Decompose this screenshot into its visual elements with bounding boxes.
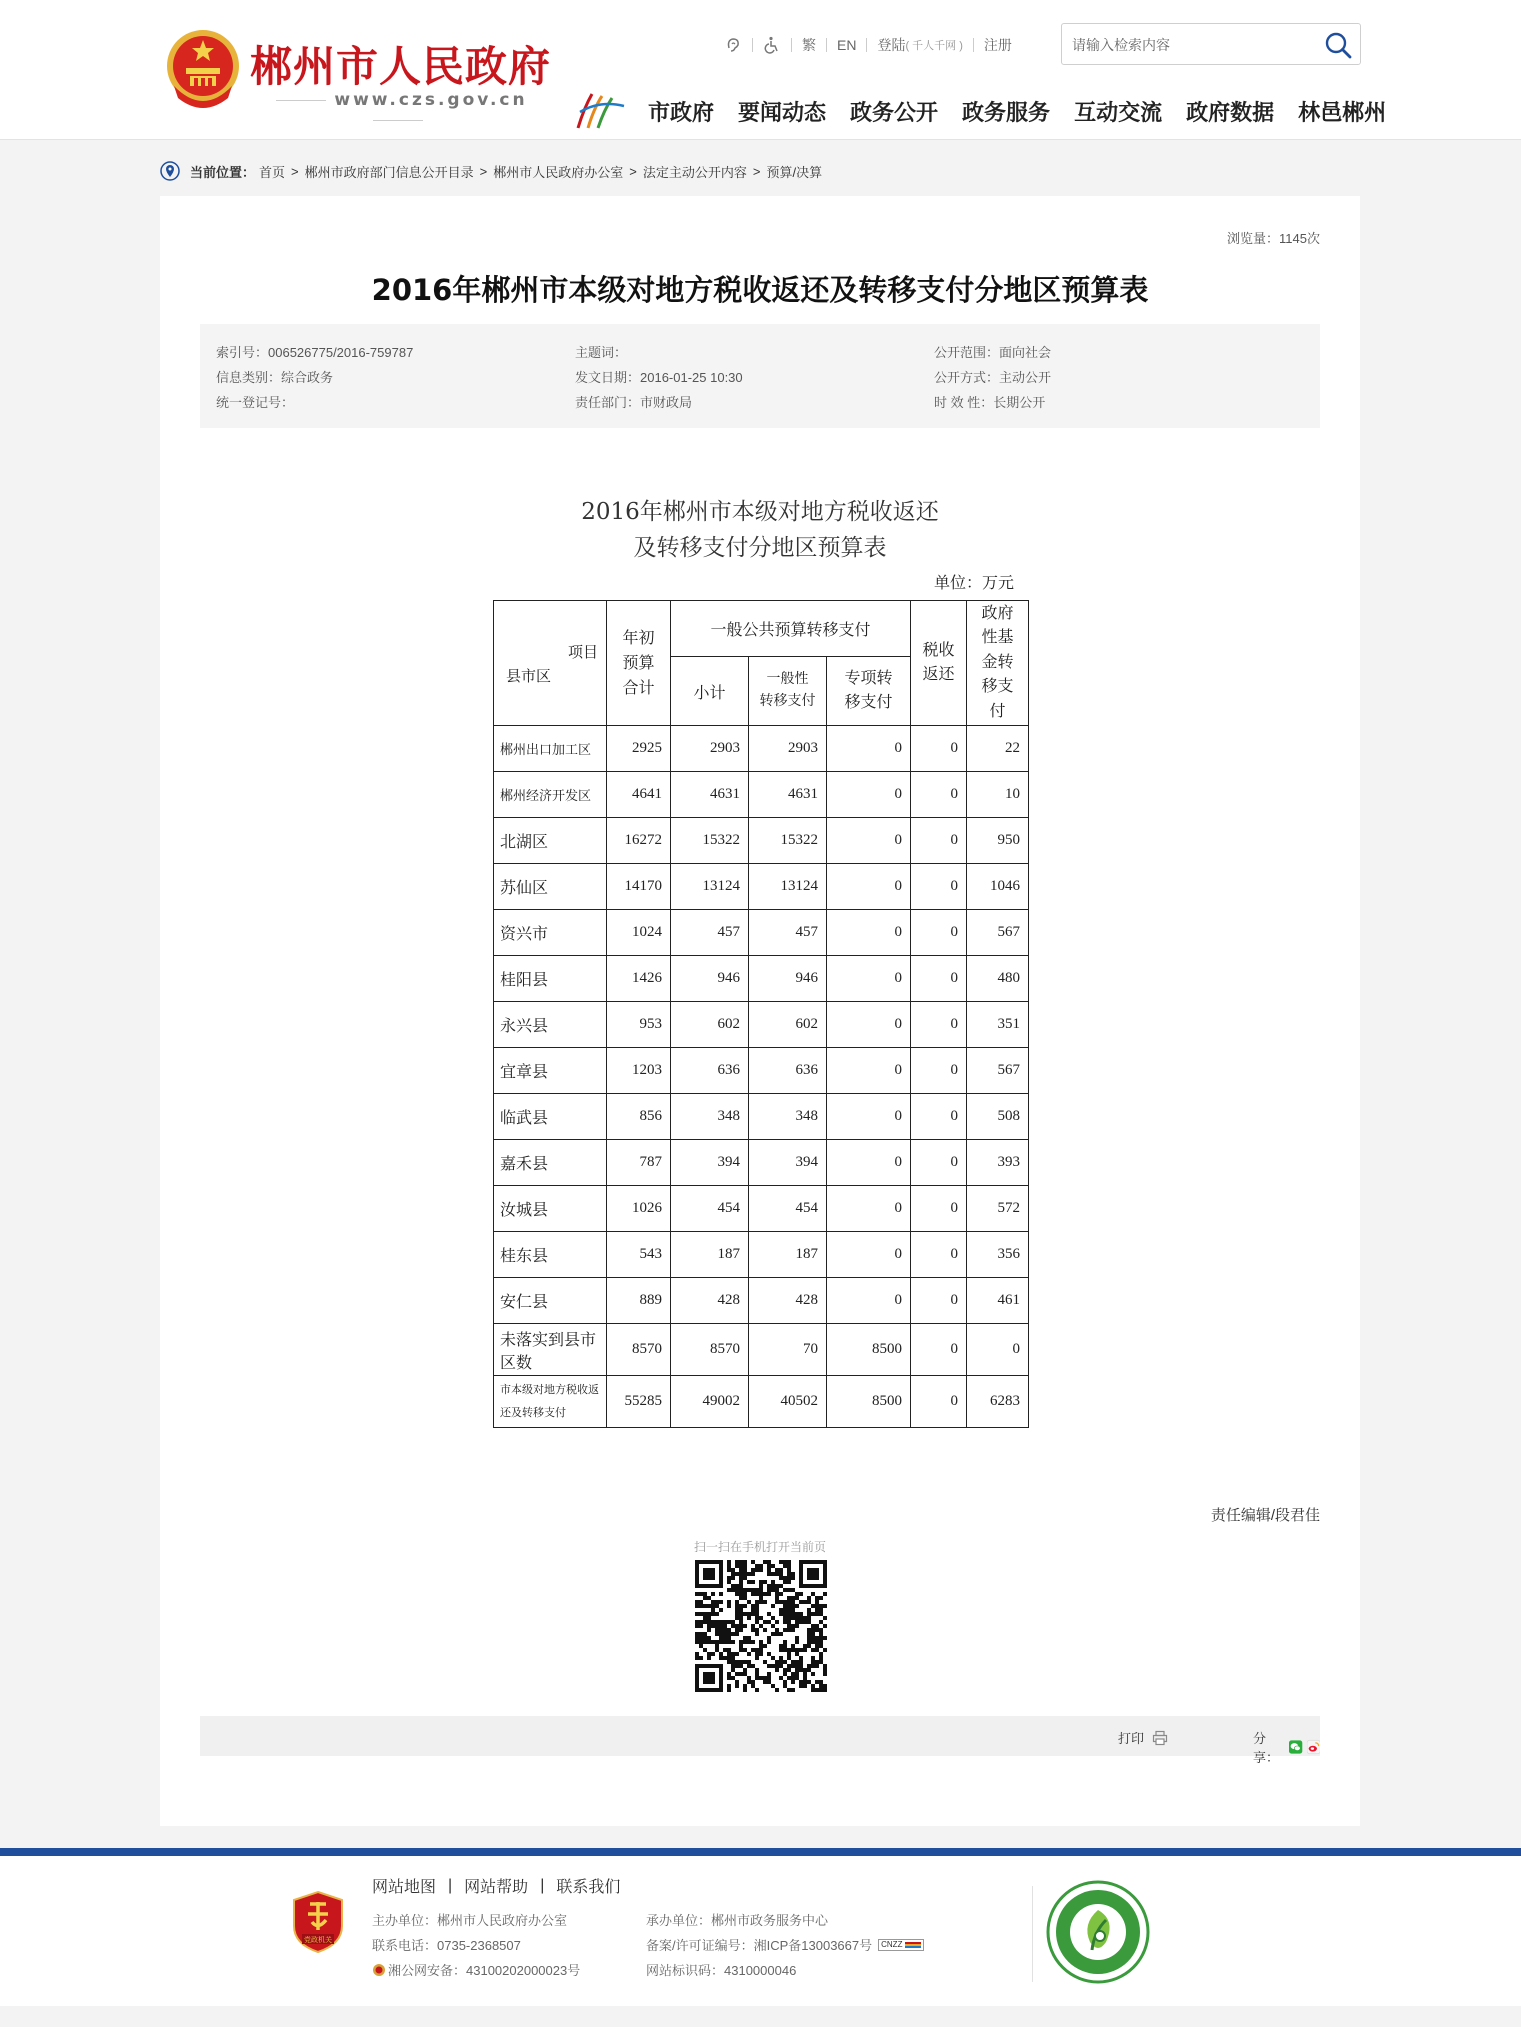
nav-news[interactable]: 要闻动态 — [738, 101, 827, 126]
table-row — [494, 1094, 1029, 1140]
site-footer — [0, 1856, 1521, 2006]
meta-dept: 责任部门：市财政局 — [575, 395, 693, 410]
cell-subtotal: 15322 — [671, 818, 749, 864]
table-row — [494, 956, 1029, 1002]
cell-special: 0 — [827, 1232, 911, 1278]
cell-fund: 356 — [967, 1232, 1029, 1278]
cell-tax: 0 — [911, 726, 967, 772]
cell-general: 13124 — [749, 864, 827, 910]
cell-total: 8570 — [607, 1324, 671, 1376]
toolbar-divider — [791, 38, 792, 52]
cell-total: 55285 — [607, 1376, 671, 1428]
cell-tax: 0 — [911, 1232, 967, 1278]
cell-special: 0 — [827, 1094, 911, 1140]
meta-scope: 公开范围：面向社会 — [934, 345, 1052, 360]
traditional-chinese-link[interactable]: 繁 — [802, 37, 816, 53]
cell-subtotal: 187 — [671, 1232, 749, 1278]
cell-general: 348 — [749, 1094, 827, 1140]
nav-government-data[interactable]: 政府数据 — [1186, 101, 1275, 126]
table-row — [494, 1048, 1029, 1094]
cell-special: 8500 — [827, 1376, 911, 1428]
header-fund-transfer-line: 金转 — [981, 653, 1014, 671]
cell-total: 1026 — [607, 1186, 671, 1232]
wechat-icon[interactable] — [1289, 1739, 1302, 1755]
meta-validity: 时 效 性：长期公开 — [934, 395, 1046, 410]
cell-subtotal: 13124 — [671, 864, 749, 910]
article-panel — [160, 196, 1360, 1826]
cell-tax: 0 — [911, 1140, 967, 1186]
responsible-editor: 责任编辑/段君佳 — [1210, 1507, 1320, 1524]
cell-fund: 393 — [967, 1140, 1029, 1186]
table-row — [494, 1186, 1029, 1232]
nav-city-government[interactable]: 市政府 — [648, 101, 715, 126]
footer-link-divider: | — [540, 1876, 545, 1894]
header-special-transfer-line: 专项转 — [844, 670, 893, 687]
table-row — [494, 726, 1029, 772]
cell-tax: 0 — [911, 1048, 967, 1094]
login-link[interactable] — [877, 35, 962, 55]
cell-subtotal: 394 — [671, 1140, 749, 1186]
table-row — [494, 1376, 1029, 1428]
document-title-line2: 及转移支付分地区预算表 — [633, 535, 887, 561]
accessibility-mode-button[interactable] — [763, 36, 781, 54]
header-tax-return — [911, 601, 967, 726]
cell-subtotal: 4631 — [671, 772, 749, 818]
row-region-name: 安仁县 — [494, 1278, 607, 1324]
cell-fund: 351 — [967, 1002, 1029, 1048]
cell-general: 394 — [749, 1140, 827, 1186]
cell-general: 946 — [749, 956, 827, 1002]
table-row — [494, 864, 1029, 910]
cell-subtotal: 454 — [671, 1186, 749, 1232]
police-badge-icon — [372, 1963, 386, 1977]
unit-label: 单位：万元 — [934, 573, 1015, 592]
cnzz-label: CNZZ — [881, 1940, 903, 1949]
share-bar — [200, 1716, 1320, 1765]
breadcrumb-budget[interactable]: 预算/决算 — [766, 164, 823, 180]
cell-subtotal: 457 — [671, 910, 749, 956]
footer-site-code: 网站标识码：4310000046 — [646, 1963, 797, 1978]
table-row — [494, 1278, 1029, 1324]
cell-fund: 480 — [967, 956, 1029, 1002]
header-general-group: 一般公共预算转移支付 — [671, 601, 911, 657]
toolbar-divider — [752, 38, 753, 52]
article-meta — [200, 324, 1320, 428]
header-total-line: 合计 — [622, 679, 655, 697]
cell-total: 889 — [607, 1278, 671, 1324]
cell-fund: 567 — [967, 1048, 1029, 1094]
cell-special: 0 — [827, 1048, 911, 1094]
cell-fund: 572 — [967, 1186, 1029, 1232]
printer-icon — [1152, 1730, 1168, 1746]
print-label: 打印 — [1118, 1731, 1145, 1746]
site-title[interactable]: 郴州市人民政府 — [250, 42, 552, 91]
cell-general: 40502 — [749, 1376, 827, 1428]
accessibility-read-button[interactable] — [724, 36, 742, 54]
cell-tax: 0 — [911, 772, 967, 818]
table-row — [494, 1232, 1029, 1278]
footer-link-help[interactable]: 网站帮助 — [464, 1879, 529, 1896]
row-region-name: 永兴县 — [494, 1002, 607, 1048]
site-domain: www.czs.gov.cn — [250, 90, 546, 130]
footer-organizer: 承办单位：郴州市政务服务中心 — [646, 1913, 829, 1928]
ear-icon — [724, 36, 742, 54]
cell-special: 0 — [827, 1002, 911, 1048]
cell-special: 0 — [827, 818, 911, 864]
breadcrumb-separator: > — [629, 163, 637, 179]
cell-general: 4631 — [749, 772, 827, 818]
header-fund-transfer — [967, 601, 1029, 726]
header-subtotal: 小计 — [671, 657, 749, 726]
cell-special: 0 — [827, 1278, 911, 1324]
header-general-transfer — [749, 657, 827, 726]
cell-tax: 0 — [911, 1186, 967, 1232]
row-region-name: 未落实到县市区数 — [494, 1324, 607, 1376]
row-region-name: 郴州经济开发区 — [494, 772, 607, 818]
meta-reg-no: 统一登记号： — [216, 395, 295, 410]
table-row — [494, 1002, 1029, 1048]
header-general-transfer-line: 一般性 — [766, 672, 809, 687]
cell-tax: 0 — [911, 956, 967, 1002]
cell-special: 8500 — [827, 1324, 911, 1376]
breadcrumb-office[interactable]: 郴州市人民政府办公室 — [493, 164, 624, 180]
cell-tax: 0 — [911, 910, 967, 956]
cell-subtotal: 946 — [671, 956, 749, 1002]
header-fund-transfer-line: 移支 — [981, 678, 1014, 696]
cell-tax: 0 — [911, 1324, 967, 1376]
cell-fund: 508 — [967, 1094, 1029, 1140]
cell-tax: 0 — [911, 1278, 967, 1324]
article-title: 2016年郴州市本级对地方税收返还及转移支付分地区预算表 — [371, 273, 1149, 307]
cell-subtotal: 602 — [671, 1002, 749, 1048]
cell-subtotal: 8570 — [671, 1324, 749, 1376]
register-link[interactable]: 注册 — [983, 37, 1012, 53]
cell-special: 0 — [827, 910, 911, 956]
breadcrumb-statutory-content[interactable]: 法定主动公开内容 — [642, 164, 747, 180]
row-region-name: 桂东县 — [494, 1232, 607, 1278]
share-area — [1253, 1728, 1320, 1766]
cell-special: 0 — [827, 956, 911, 1002]
cell-special: 0 — [827, 864, 911, 910]
cell-fund: 567 — [967, 910, 1029, 956]
header-total-line: 预算 — [622, 654, 655, 672]
search-icon[interactable] — [1324, 31, 1352, 59]
header-toolbar — [724, 34, 1012, 56]
cell-tax: 0 — [911, 1002, 967, 1048]
breadcrumb-label: 当前位置： — [190, 164, 256, 180]
footer-police-record[interactable] — [372, 1960, 580, 1979]
footer-links — [372, 1874, 620, 1897]
budget-table — [493, 600, 1029, 1428]
meta-category: 信息类别：综合政务 — [216, 370, 334, 385]
table-row — [494, 1324, 1029, 1376]
cell-fund: 6283 — [967, 1376, 1029, 1428]
breadcrumb-separator: > — [291, 163, 299, 179]
cnzz-bars-icon — [905, 1942, 921, 1948]
cell-tax: 0 — [911, 818, 967, 864]
cell-general: 457 — [749, 910, 827, 956]
cell-total: 856 — [607, 1094, 671, 1140]
cell-subtotal: 2903 — [671, 726, 749, 772]
header-total-line: 年初 — [622, 629, 655, 647]
row-region-name: 市本级对地方税收返还及转移支付 — [494, 1376, 607, 1428]
meta-method: 公开方式：主动公开 — [934, 370, 1052, 385]
table-row — [494, 772, 1029, 818]
row-region-name: 宜章县 — [494, 1048, 607, 1094]
row-region-name: 郴州出口加工区 — [494, 726, 607, 772]
cell-total: 543 — [607, 1232, 671, 1278]
cell-general: 15322 — [749, 818, 827, 864]
row-region-name: 桂阳县 — [494, 956, 607, 1002]
search-box — [1061, 23, 1361, 65]
cell-general: 636 — [749, 1048, 827, 1094]
cell-total: 14170 — [607, 864, 671, 910]
row-region-name: 北湖区 — [494, 818, 607, 864]
nav-interaction[interactable]: 互动交流 — [1074, 101, 1163, 126]
row-region-name: 汝城县 — [494, 1186, 607, 1232]
english-link[interactable]: EN — [837, 37, 857, 53]
row-region-name: 嘉禾县 — [494, 1140, 607, 1186]
location-pin-icon — [160, 161, 180, 181]
weibo-icon[interactable] — [1307, 1739, 1320, 1755]
breadcrumb-home[interactable]: 首页 — [259, 164, 286, 180]
toolbar-divider — [866, 38, 867, 52]
row-region-name: 临武县 — [494, 1094, 607, 1140]
login-label: 登陆 — [877, 37, 906, 53]
table-row — [494, 818, 1029, 864]
cnzz-stat-badge[interactable] — [878, 1939, 924, 1951]
wheelchair-icon — [763, 36, 781, 54]
party-government-badge-icon[interactable] — [292, 1890, 344, 1954]
cell-fund: 1046 — [967, 864, 1029, 910]
document-title-line1: 2016年郴州市本级对地方税收返还 — [581, 499, 939, 525]
cell-general: 602 — [749, 1002, 827, 1048]
login-note: ( 千人千网 ) — [905, 40, 963, 52]
table-row — [494, 1140, 1029, 1186]
breadcrumb — [160, 160, 822, 182]
qr-code-icon — [695, 1560, 827, 1692]
footer-icp-text: 备案/许可证编号：湘ICP备13003667号 — [646, 1938, 873, 1953]
header-special-transfer — [827, 657, 911, 726]
cell-special: 0 — [827, 1186, 911, 1232]
cell-subtotal: 348 — [671, 1094, 749, 1140]
breadcrumb-separator: > — [752, 163, 761, 179]
toolbar-divider — [826, 38, 827, 52]
badge-text: 党政机关 — [304, 1936, 332, 1944]
cell-total: 787 — [607, 1140, 671, 1186]
breadcrumb-directory[interactable]: 郴州市政府部门信息公开目录 — [304, 164, 474, 180]
view-count: 浏览量：1145次 — [1227, 231, 1320, 246]
cell-tax: 0 — [911, 864, 967, 910]
cell-general: 2903 — [749, 726, 827, 772]
header-tax-return-line: 税收 — [922, 642, 955, 659]
cell-special: 0 — [827, 1140, 911, 1186]
national-emblem-icon[interactable] — [164, 26, 242, 112]
cell-fund: 950 — [967, 818, 1029, 864]
footer-link-contact[interactable]: 联系我们 — [556, 1879, 621, 1896]
nav-government-services[interactable]: 政务服务 — [962, 101, 1051, 126]
meta-index-no: 索引号：006526775/2016-759787 — [216, 345, 414, 360]
print-button[interactable] — [1118, 1728, 1168, 1747]
cell-fund: 10 — [967, 772, 1029, 818]
cell-subtotal: 428 — [671, 1278, 749, 1324]
cell-special: 0 — [827, 726, 911, 772]
header-fund-transfer-line: 政府 — [981, 604, 1014, 622]
cell-total: 1426 — [607, 956, 671, 1002]
meta-keywords: 主题词： — [575, 345, 628, 360]
search-input[interactable] — [1072, 35, 1312, 55]
nav-decoration-icon — [574, 90, 626, 132]
cell-tax: 0 — [911, 1376, 967, 1428]
cell-special: 0 — [827, 772, 911, 818]
corner-header-region: 县市区 — [506, 669, 552, 685]
footer-accent-line — [0, 1848, 1521, 1856]
cell-subtotal: 636 — [671, 1048, 749, 1094]
cell-general: 428 — [749, 1278, 827, 1324]
nav-government-affairs-disclosure[interactable]: 政务公开 — [850, 101, 939, 126]
footer-host: 主办单位：郴州市人民政府办公室 — [372, 1913, 568, 1928]
cell-subtotal: 49002 — [671, 1376, 749, 1428]
header-tax-return-line: 返还 — [922, 666, 955, 683]
cell-fund: 0 — [967, 1324, 1029, 1376]
cell-general: 70 — [749, 1324, 827, 1376]
cell-general: 454 — [749, 1186, 827, 1232]
footer-divider — [1032, 1886, 1033, 1982]
qr-label: 扫一扫在手机打开当前页 — [693, 1540, 826, 1554]
toolbar-divider — [973, 38, 974, 52]
breadcrumb-separator: > — [479, 163, 488, 179]
share-label: 分享： — [1253, 1731, 1280, 1765]
cell-total: 1024 — [607, 910, 671, 956]
header-general-transfer-line: 转移支付 — [759, 694, 816, 709]
footer-icp[interactable] — [646, 1935, 924, 1954]
corner-header-item: 项目 — [567, 645, 598, 661]
footer-link-sitemap[interactable]: 网站地图 — [372, 1879, 437, 1896]
header-special-transfer-line: 移支付 — [844, 694, 893, 711]
cell-general: 187 — [749, 1232, 827, 1278]
header-fund-transfer-line: 付 — [989, 702, 1006, 720]
table-row — [494, 910, 1029, 956]
corner-header — [494, 601, 607, 726]
main-nav — [648, 96, 1386, 127]
cell-fund: 461 — [967, 1278, 1029, 1324]
footer-link-divider: | — [448, 1876, 453, 1894]
budget-table-body — [494, 726, 1029, 1428]
cell-total: 1203 — [607, 1048, 671, 1094]
footer-phone: 联系电话：0735-2368507 — [372, 1938, 521, 1953]
cell-total: 953 — [607, 1002, 671, 1048]
meta-date: 发文日期：2016-01-25 10:30 — [575, 370, 743, 385]
cell-fund: 22 — [967, 726, 1029, 772]
row-region-name: 资兴市 — [494, 910, 607, 956]
civilized-city-badge-icon[interactable] — [1046, 1880, 1150, 1984]
cell-tax: 0 — [911, 1094, 967, 1140]
nav-linyi-chenzhou[interactable]: 林邑郴州 — [1298, 101, 1387, 126]
footer-police-text: 湘公网安备：43100202000023号 — [388, 1963, 581, 1978]
row-region-name: 苏仙区 — [494, 864, 607, 910]
document-title — [160, 494, 1360, 566]
cell-total: 2925 — [607, 726, 671, 772]
header-fund-transfer-line: 性基 — [981, 629, 1014, 647]
cell-total: 16272 — [607, 818, 671, 864]
site-header — [0, 0, 1521, 140]
cell-total: 4641 — [607, 772, 671, 818]
header-total — [607, 601, 671, 726]
